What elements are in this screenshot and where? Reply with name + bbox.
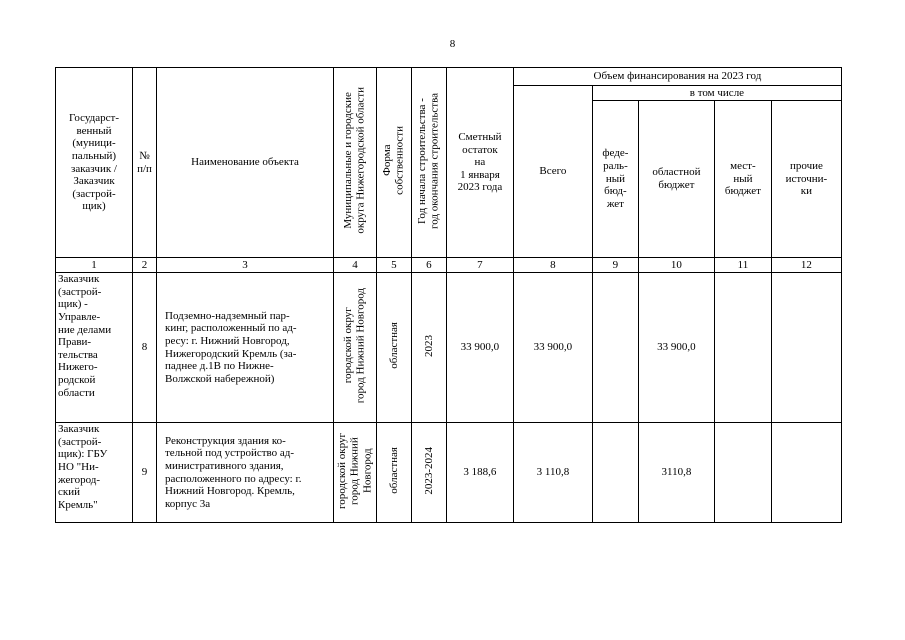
header-customer-text: Государст- венный (муници- пальный) заказчик / Заказчик (застрой- щик) <box>68 111 120 213</box>
column-number: 12 <box>771 258 841 273</box>
row-years <box>411 273 446 423</box>
header-other <box>771 101 841 258</box>
column-number: 4 <box>334 258 377 273</box>
header-object-name <box>157 68 334 258</box>
header-regional-text: областной бюджет <box>652 166 701 191</box>
row-ownership <box>376 423 411 523</box>
financing-table <box>55 67 842 523</box>
row-total: 3 110,8 <box>513 423 592 523</box>
row-estimate: 3 188,6 <box>446 423 513 523</box>
header-total <box>513 86 592 258</box>
header-customer <box>56 68 133 258</box>
header-ownership <box>376 68 411 258</box>
row-municipality <box>334 423 377 523</box>
column-number: 1 <box>56 258 133 273</box>
header-estimate <box>446 68 513 258</box>
row-regional: 33 900,0 <box>638 273 714 423</box>
header-years <box>411 68 446 258</box>
header-local-text: мест- ный бюджет <box>724 160 761 198</box>
header-including-text: в том числе <box>689 86 745 99</box>
page-number: 8 <box>449 38 456 50</box>
row-years <box>411 423 446 523</box>
header-total-text: Всего <box>539 165 567 178</box>
column-number: 8 <box>513 258 592 273</box>
header-ownership-text: Форма собственности <box>381 126 406 196</box>
row-customer <box>56 423 133 523</box>
header-estimate-text: Сметный остаток на 1 января 2023 года <box>457 130 503 194</box>
row-estimate: 33 900,0 <box>446 273 513 423</box>
header-including <box>592 86 841 101</box>
row-total: 33 900,0 <box>513 273 592 423</box>
row-federal <box>592 273 638 423</box>
header-federal-text: феде- раль- ный бюд- жет <box>602 147 629 210</box>
column-number: 11 <box>714 258 771 273</box>
row-object-name-text: Реконструкция здания ко- тельной под устройство ад- министративного здания, расположенного по адресу: г. Нижний Новгород. Кремль, корпус 3а <box>165 434 302 510</box>
row-customer-text: Заказчик (застрой- щик): ГБУ НО "Ни- жегород- ский Кремль" <box>58 423 108 511</box>
column-numbers-row <box>56 258 842 273</box>
header-funding-text: Объем финансирования на 2023 год <box>593 70 762 83</box>
row-object-name-text: Подземно-надземный пар- кинг, расположенный по ад- ресу: г. Нижний Новгород, Нижегородский Кремль (за- паднее д.1В по Нижне- Волжской набережной) <box>165 309 297 385</box>
row-ownership <box>376 273 411 423</box>
row-municipality-text: городской округ город Нижний Новгород <box>342 288 367 404</box>
header-funding <box>513 68 841 86</box>
column-number: 9 <box>592 258 638 273</box>
row-customer <box>56 273 133 423</box>
column-number: 3 <box>157 258 334 273</box>
column-number: 5 <box>376 258 411 273</box>
header-num-text: № п/п <box>137 149 152 175</box>
row-local <box>714 273 771 423</box>
row-years-text: 2023 <box>422 334 435 357</box>
row-num: 9 <box>133 423 157 523</box>
row-object-name <box>157 423 334 523</box>
header-years-text: Год начала строительства - год окончания строительства <box>416 92 441 229</box>
column-number: 10 <box>638 258 714 273</box>
header-local <box>714 101 771 258</box>
row-federal <box>592 423 638 523</box>
header-federal <box>592 101 638 258</box>
header-regional <box>638 101 714 258</box>
header-municipality <box>334 68 377 258</box>
column-number: 7 <box>446 258 513 273</box>
header-municipality-text: Муниципальные и городские округа Нижегородской области <box>342 87 367 234</box>
row-local <box>714 423 771 523</box>
header-num <box>133 68 157 258</box>
table-row <box>56 273 842 423</box>
row-municipality-text: городской округ город Нижний Новгород <box>336 432 374 509</box>
row-other <box>771 273 841 423</box>
row-ownership-text: областная <box>387 447 400 495</box>
row-ownership-text: областная <box>387 322 400 370</box>
table-row <box>56 423 842 523</box>
header-row-1 <box>56 68 842 86</box>
row-municipality <box>334 273 377 423</box>
column-number: 6 <box>411 258 446 273</box>
row-years-text: 2023-2024 <box>422 446 435 495</box>
row-num: 8 <box>133 273 157 423</box>
header-other-text: прочие источни- ки <box>785 160 828 198</box>
row-regional: 3110,8 <box>638 423 714 523</box>
header-object-name-text: Наименование объекта <box>191 156 299 169</box>
column-number: 2 <box>133 258 157 273</box>
row-object-name <box>157 273 334 423</box>
row-customer-text: Заказчик (застрой- щик) - Управле- ние делами Прави- тельства Нижего- родской области <box>58 273 112 399</box>
row-other <box>771 423 841 523</box>
